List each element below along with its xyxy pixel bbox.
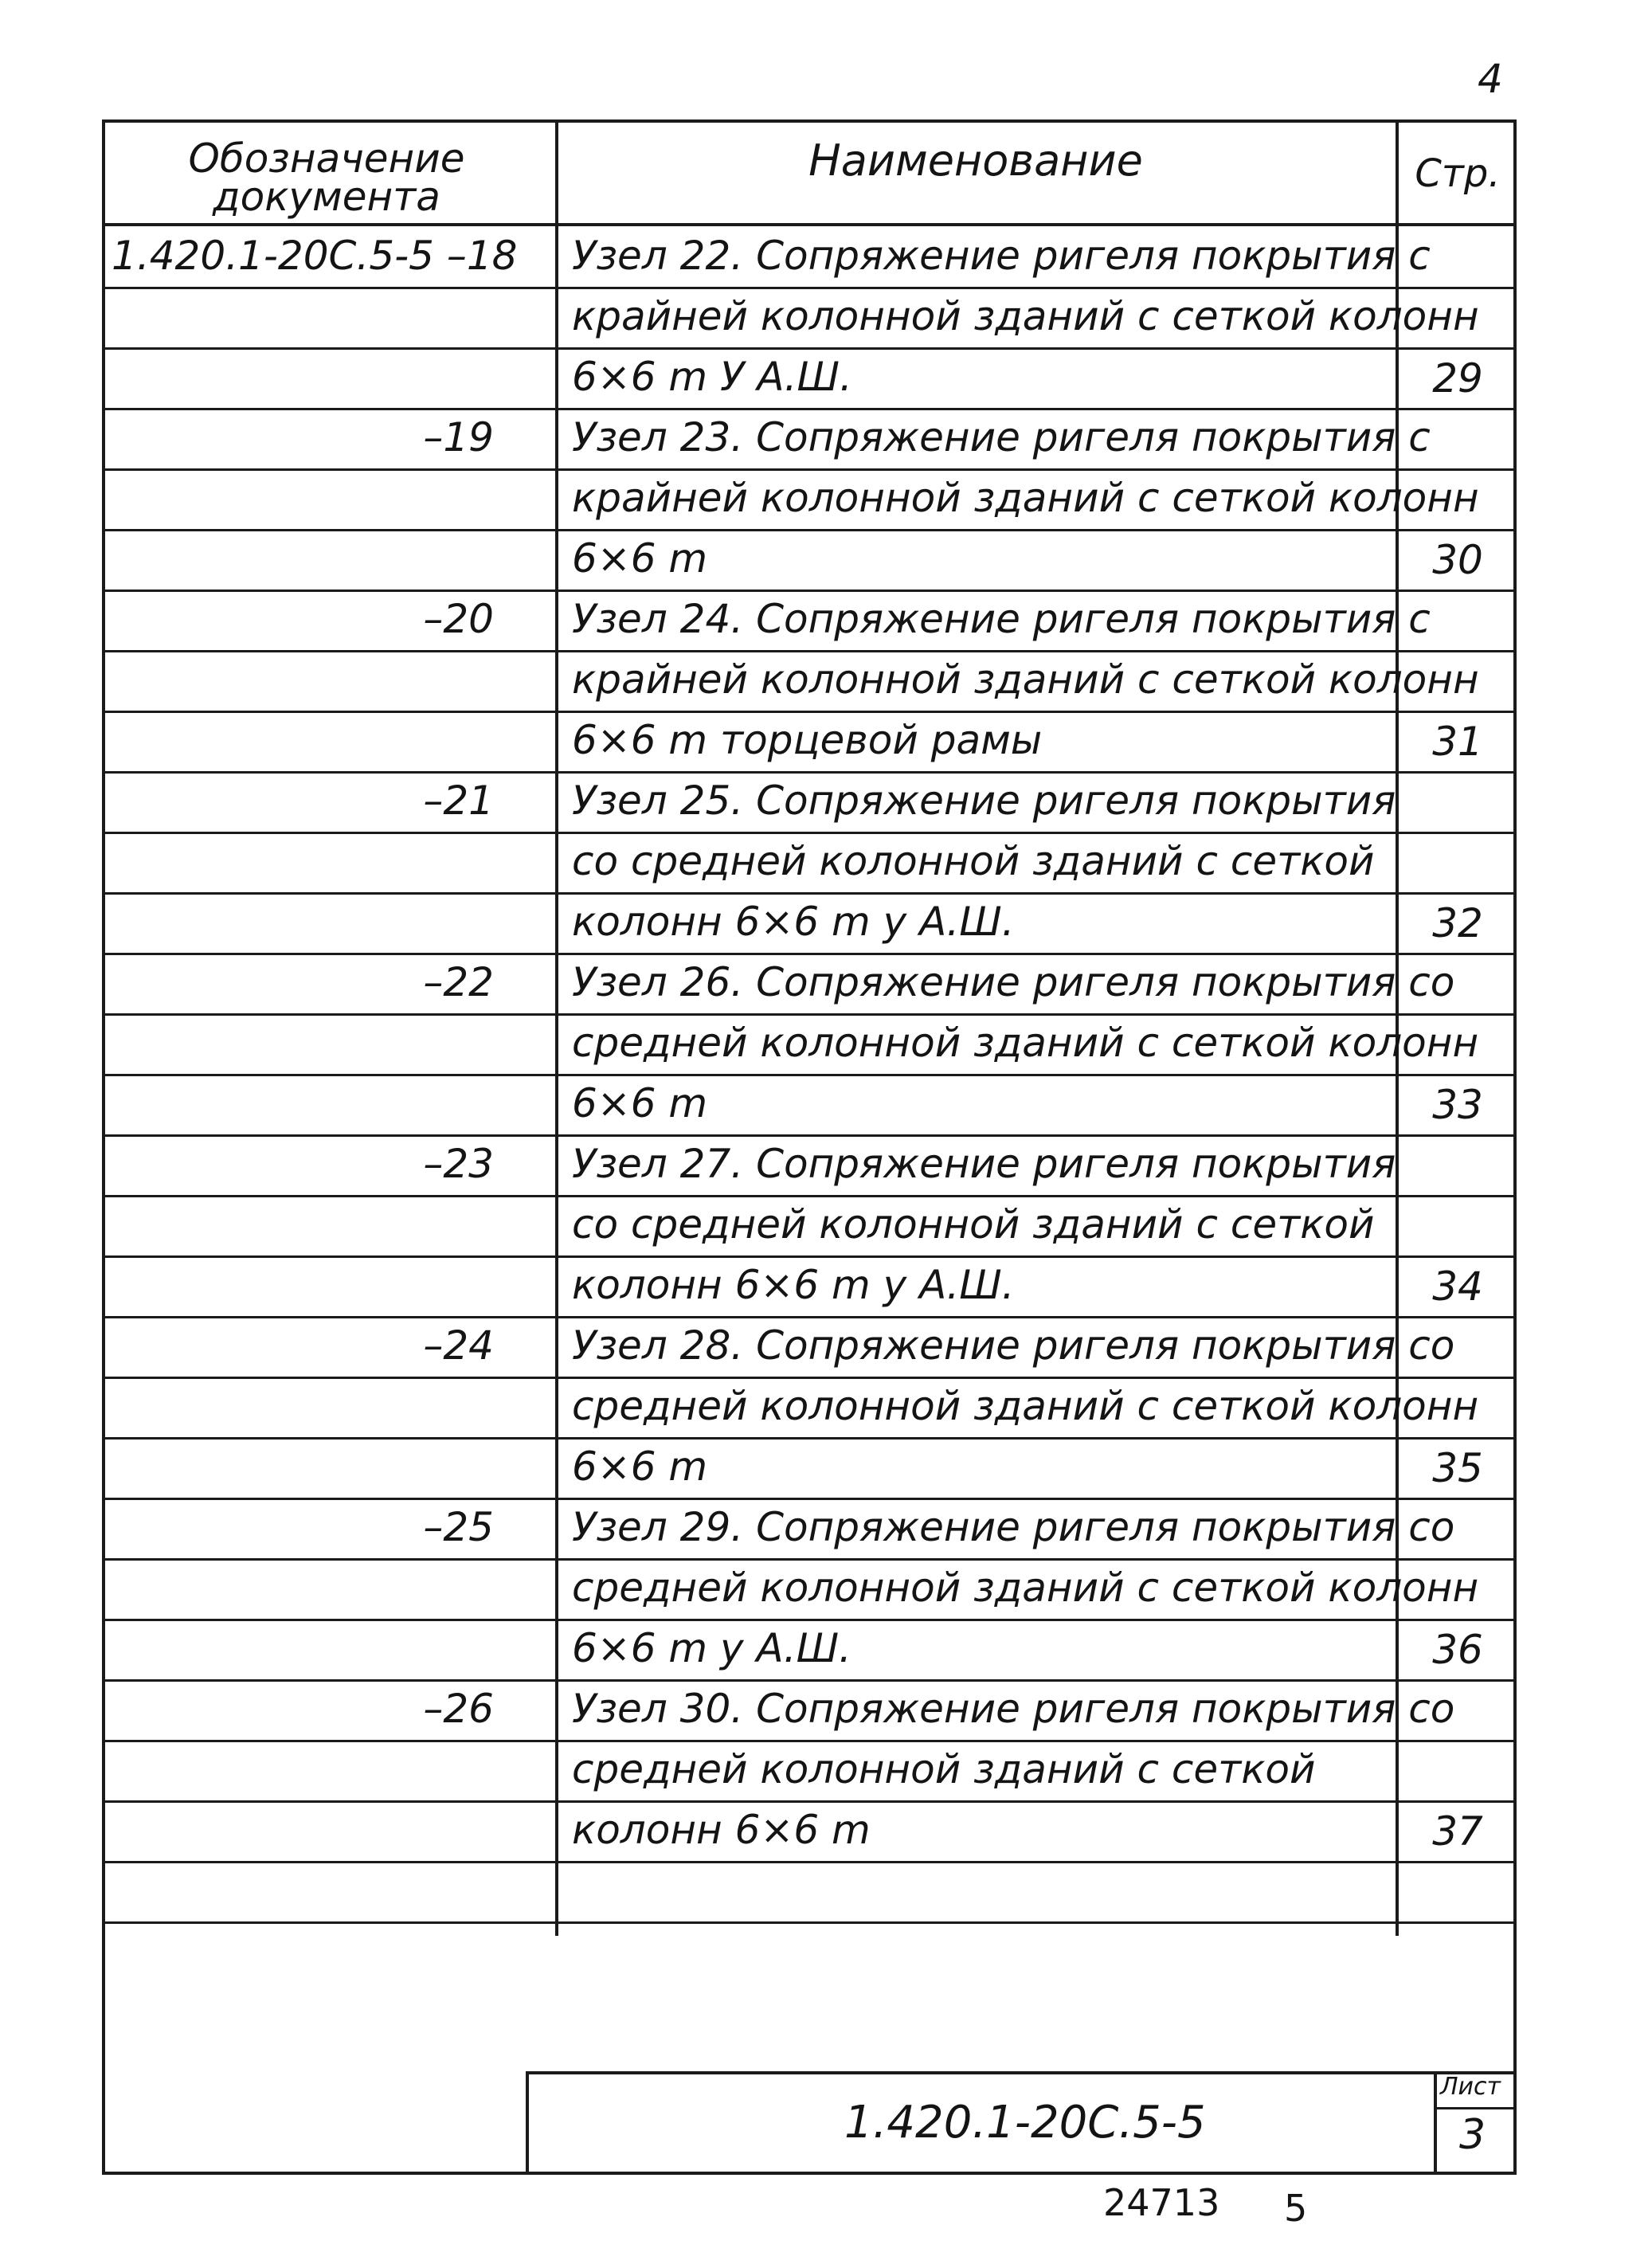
header-page: Стр. [1415,151,1501,196]
document-code: –22 [423,959,494,1005]
stamp-sheet-number: 3 [1459,2111,1486,2159]
entry-page: 30 [1432,537,1483,583]
row-rule [102,1377,1517,1379]
entry-name-line: колонн 6×6 m [572,1807,871,1853]
entry-name-line: средней колонной зданий с сеткой колонн [572,1565,1479,1611]
row-rule [102,1255,1517,1258]
entry-name-line: со средней колонной зданий с сеткой [572,838,1375,884]
row-rule [102,468,1517,471]
entry-name-line: 6×6 m [572,1443,708,1490]
entry-name-line: Узел 24. Сопряжение ригеля покрытия с [572,596,1431,642]
entry-name-line: Узел 27. Сопряжение ригеля покрытия [572,1141,1396,1187]
document-code: –24 [423,1322,494,1369]
entry-name-line: крайней колонной зданий с сеткой колонн [572,475,1479,521]
row-rule [102,1558,1517,1561]
document-code: –23 [423,1141,494,1187]
row-rule [102,1074,1517,1076]
stamp-doc-code: 1.420.1-20С.5-5 [844,2097,1206,2149]
footer-inventory: 24713 [1103,2181,1220,2224]
entry-page: 29 [1432,355,1483,402]
row-rule [102,1013,1517,1016]
row-rule [102,1498,1517,1500]
entry-name-line: 6×6 m торцевой рамы [572,717,1043,763]
row-rule [102,1437,1517,1440]
entry-name-line: средней колонной зданий с сеткой колонн [572,1383,1479,1429]
entry-page: 33 [1432,1082,1483,1128]
entry-name-line: Узел 30. Сопряжение ригеля покрытия со [572,1686,1455,1732]
entry-name-line: крайней колонной зданий с сеткой колонн [572,293,1479,339]
row-rule [102,1679,1517,1682]
document-code: –20 [423,596,494,642]
row-rule [102,1800,1517,1803]
row-rule [102,711,1517,713]
entry-page: 35 [1432,1445,1483,1491]
header-designation: Обозначение документа [188,135,465,220]
entry-name-line: колонн 6×6 m у А.Ш. [572,899,1015,945]
stamp-sheet-label: Лист [1440,2073,1501,2101]
row-rule [102,771,1517,774]
entry-name-line: крайней колонной зданий с сеткой колонн [572,656,1479,703]
footer-number: 5 [1284,2187,1308,2230]
entry-page: 34 [1432,1263,1483,1310]
row-rule [102,529,1517,531]
entry-name-line: Узел 26. Сопряжение ригеля покрытия со [572,959,1455,1005]
document-code: –26 [423,1686,494,1732]
entry-name-line: средней колонной зданий с сеткой [572,1746,1316,1792]
row-rule [102,1921,1517,1924]
row-rule [102,1316,1517,1318]
entry-name-line: средней колонной зданий с сеткой колонн [572,1020,1479,1066]
entry-page: 37 [1432,1808,1483,1855]
entry-name-line: Узел 22. Сопряжение ригеля покрытия с [572,233,1431,279]
row-rule [102,347,1517,350]
row-rule [102,590,1517,592]
entry-name-line: Узел 23. Сопряжение ригеля покрытия с [572,414,1431,460]
document-code: –25 [423,1504,494,1550]
row-rule [102,408,1517,410]
row-rule [102,1861,1517,1863]
entry-name-line: колонн 6×6 m у А.Ш. [572,1262,1015,1308]
row-rule [102,1740,1517,1742]
entry-name-line: Узел 28. Сопряжение ригеля покрытия со [572,1322,1455,1369]
row-rule [102,892,1517,895]
row-rule [102,650,1517,652]
row-rule [102,832,1517,834]
entry-page: 31 [1432,719,1483,765]
row-rule [102,1195,1517,1197]
page-number: 4 [1478,56,1503,102]
entry-name-line: 6×6 m [572,1080,708,1126]
row-rule [102,287,1517,289]
document-code: –21 [423,778,494,824]
entry-name-line: 6×6 m [572,535,708,582]
entry-page: 36 [1432,1627,1483,1673]
entry-name-line: 6×6 m у А.Ш. [572,1625,851,1671]
document-code: 1.420.1-20С.5-5 –18 [112,233,518,279]
row-rule [102,1619,1517,1621]
entry-name-line: Узел 29. Сопряжение ригеля покрытия со [572,1504,1455,1550]
row-rule [102,953,1517,955]
entry-page: 32 [1432,900,1483,946]
entry-name-line: Узел 25. Сопряжение ригеля покрытия [572,778,1396,824]
header-name: Наименование [808,135,1143,186]
row-rule [102,1134,1517,1137]
entry-name-line: со средней колонной зданий с сеткой [572,1201,1375,1248]
document-code: –19 [423,414,494,460]
entry-name-line: 6×6 m У А.Ш. [572,354,852,400]
